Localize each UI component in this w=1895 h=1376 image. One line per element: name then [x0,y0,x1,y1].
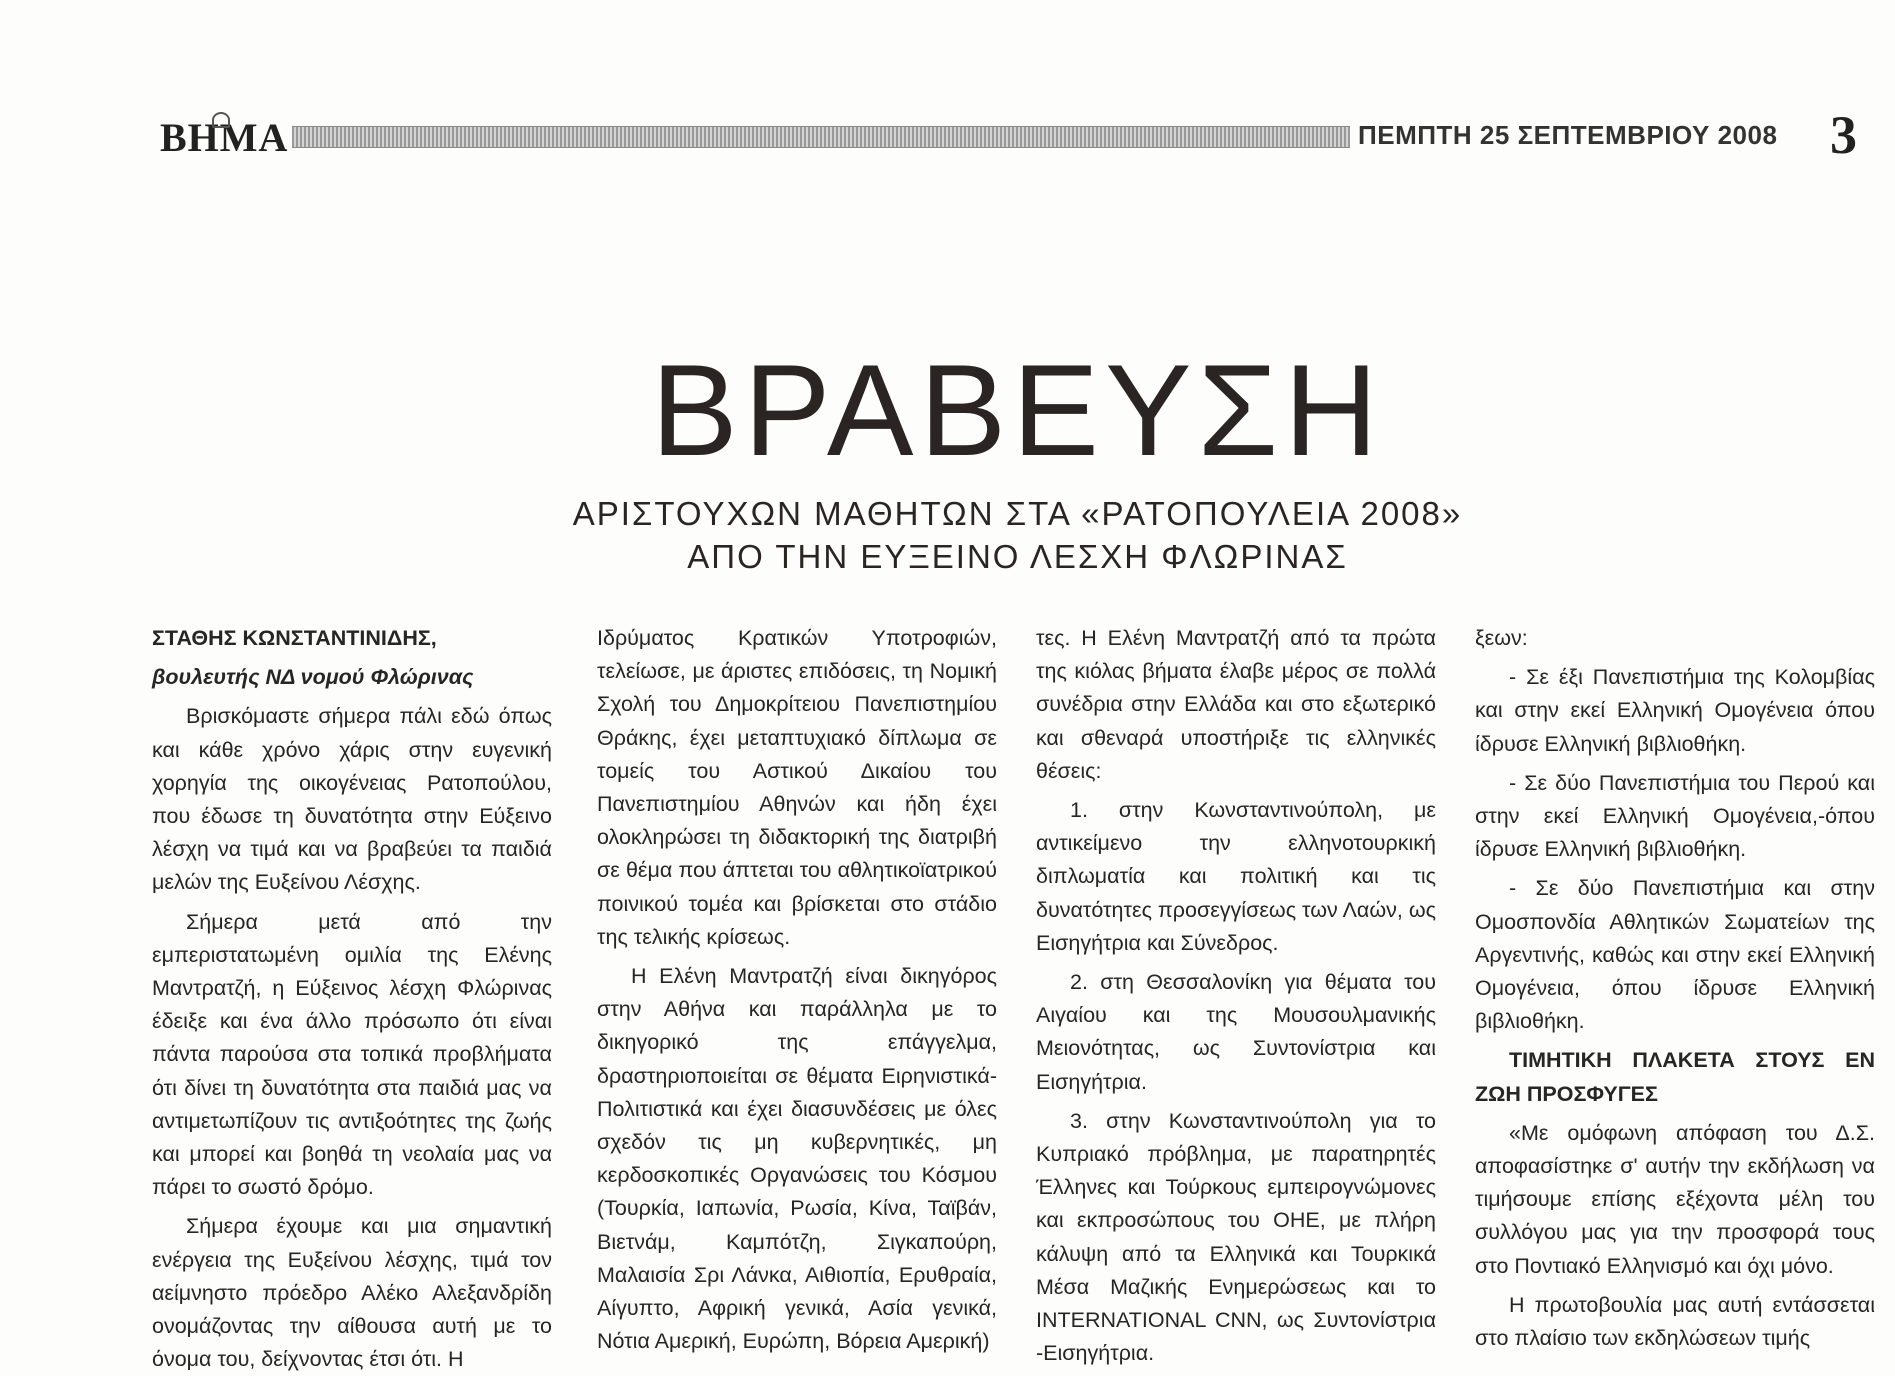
paragraph: ξεων: [1475,626,1528,650]
list-item: - Σε δύο Πανεπιστήμια και στην Ομοσπονδία Αθλητικών Σωματείων της Αργεντινής, καθώς και στην εκεί Ελληνική Ομογένεια, όπου ίδρυσε Ελληνική βιβλιοθήκη. [1475,876,1875,1034]
logo-text: ΒΗΜΑ [160,115,289,160]
masthead [160,104,1860,164]
paragraph: Η Ελένη Μαντρατζή είναι δικηγόρος στην Αθήνα και παράλληλα με το δικηγορικό της επάγγελμα, δραστηριοποιείται σε θέματα Ειρηνιστικά-Πολιτιστικά και έχει διασυνδέσεις με όλες σχεδόν τις μη κυβερνητικές, μη κερδοσκοπικές Οργανώσεις του Κόσμου (Τουρκία, Ιαπωνία, Ρωσία, Κίνα, Ταϊβάν, Βιετνάμ, Καμπότζη, Σιγκαπούρη, Μαλαισία Σρι Λάνκα, Αιθιοπία, Ερυθραία, Αίγυπτο, Αφρική γενικά, Ασία γενικά, Νότια Αμερική, Ευρώπη, Βόρεια Αμερική) [597,964,997,1354]
author-name: ΣΤΑΘΗΣ ΚΩΝΣΤΑΝΤΙΝΙΔΗΣ, [152,626,437,650]
article-subhead-line1: ΑΡΙΣΤΟΥΧΩΝ ΜΑΘΗΤΩΝ ΣΤΑ «ΡΑΤΟΠΟΥΛΕΙΑ 2008» [572,495,1463,532]
newspaper-logo [160,115,289,160]
header-rule [292,126,1350,148]
paragraph: Σήμερα έχουμε και μια σημαντική ενέργεια της Ευξείνου λέσχης, τιμά τον αείμνηστο πρόεδρο Αλέκο Αλεξανδρίδη ονομάζοντας την αίθουσα αυτή με το όνομα του, δείχνοντας έτσι ότι. Η [152,1214,552,1372]
article-column-4 [1475,622,1875,1351]
paragraph: Η πρωτοβουλία μας αυτή εντάσσεται στο πλαίσιο των εκδηλώσεων τιμής [1475,1292,1875,1351]
list-item: 2. στη Θεσσαλονίκη για θέματα του Αιγαίου και της Μουσουλμανικής Μειονότητας, ως Συντονίστρια και Εισηγήτρια. [1036,970,1436,1094]
paragraph: Σήμερα μετά από την εμπεριστατωμένη ομιλία της Ελένης Μαντρατζή, η Εύξεινος λέσχη Φλώρινας έδειξε και ένα άλλο πρόσωπο ότι είναι πάντα παρούσα στα τοπικά προβλήματα ότι δίνει τη δυνατότητα στα παιδιά μας να αντιμετωπίζουν τις αντιξοότητες της ζωής και μπορεί και βοηθά τη νεολαία μας να πάρει το σωστό δρόμο. [152,909,552,1200]
paragraph: τες. Η Ελένη Μαντρατζή από τα πρώτα της κιόλας βήματα έλαβε μέρος σε πολλά συνέδρια στην Ελλάδα και στο εξωτερικό και σθεναρά υποστήριξε τις ελληνικές θέσεις: [1036,626,1436,783]
article-column-3 [1036,622,1436,1366]
list-item: - Σε δύο Πανεπιστήμια του Περού και στην εκεί Ελληνική Ομογένεια,-όπου ίδρυσε Ελληνική βιβλιοθήκη. [1475,770,1875,862]
list-item: - Σε έξι Πανεπιστήμια της Κολομβίας και στην εκεί Ελληνική Ομογένεια όπου ίδρυσε Ελληνική βιβλιοθήκη. [1475,665,1875,756]
logo-crest-icon [212,112,230,128]
paragraph: «Με ομόφωνη απόφαση του Δ.Σ. αποφασίστηκε σ' αυτήν την εκδήλωση να τιμήσουμε επίσης εξέχοντα μέλη του συλλόγου μας για την προσφορά τους στο Ποντιακό Ελληνισμό και όχι μόνο. [1475,1120,1875,1278]
issue-date: ΠΕΜΠΤΗ 25 ΣΕΠΤΕΜΒΡΙΟΥ 2008 [1358,120,1778,150]
paragraph: Ιδρύματος Κρατικών Υποτροφιών, τελείωσε, με άριστες επιδόσεις, τη Νομική Σχολή του Δημοκρίτειου Πανεπιστημίου Θράκης, έχει μεταπτυχιακό δίπλωμα σε τομείς του Αστικού Δικαίου του Πανεπιστημίου Αθηνών και ήδη έχει ολοκληρώσει τη διδακτορική της διατριβή σε θέμα που άπτεται του αθλητικοϊατρικού ποινικού τομέα και βρίσκεται στο στάδιο της τελικής κρίσεως. [597,626,997,949]
article-column-2 [597,622,997,1354]
section-subtitle: ΤΙΜΗΤΙΚΗ ΠΛΑΚΕΤΑ ΣΤΟΥΣ ΕΝ ΖΩΗ ΠΡΟΣΦΥΓΕΣ [1475,1048,1875,1106]
paragraph: Βρισκόμαστε σήμερα πάλι εδώ όπως και κάθε χρόνο χάρις στην ευγενική χορηγία της οικογένειας Ρατοπούλου, που έδωσε τη δυνατότητα στην Εύξεινο λέσχη να τιμά και να βραβεύει τα παιδιά μελών της Ευξείνου Λέσχης. [152,704,552,895]
author-role: βουλευτής ΝΔ νομού Φλώρινας [152,665,474,690]
article-column-1 [152,622,552,1372]
list-item: 1. στην Κωνσταντινούπολη, με αντικείμενο την ελληνοτουρκική διπλωματία και πολιτική και τις δυνατότητες προσεγγίσεως των Λαών, ως Εισηγήτρια και Σύνεδρος. [1036,798,1436,955]
article-headline: ΒΡΑΒΕΥΣΗ [651,337,1384,483]
article-subhead-line2: ΑΠΟ ΤΗΝ ΕΥΞΕΙΝΟ ΛΕΣΧΗ ΦΛΩΡΙΝΑΣ [687,538,1348,575]
list-item: 3. στην Κωνσταντινούπολη για το Κυπριακό πρόβλημα, με παρατηρητές Έλληνες και Τούρκους εμπειρογνώμονες και εκπροσώπους του ΟΗΕ, με πλήρη κάλυψη από τα Ελληνικά και Τουρκικά Μέσα Μαζικής Ενημερώσεως και το INTERNATIONAL CNN, ως Συντονίστρια -Εισηγήτρια. [1036,1108,1436,1366]
page-number: 3 [1830,105,1857,165]
